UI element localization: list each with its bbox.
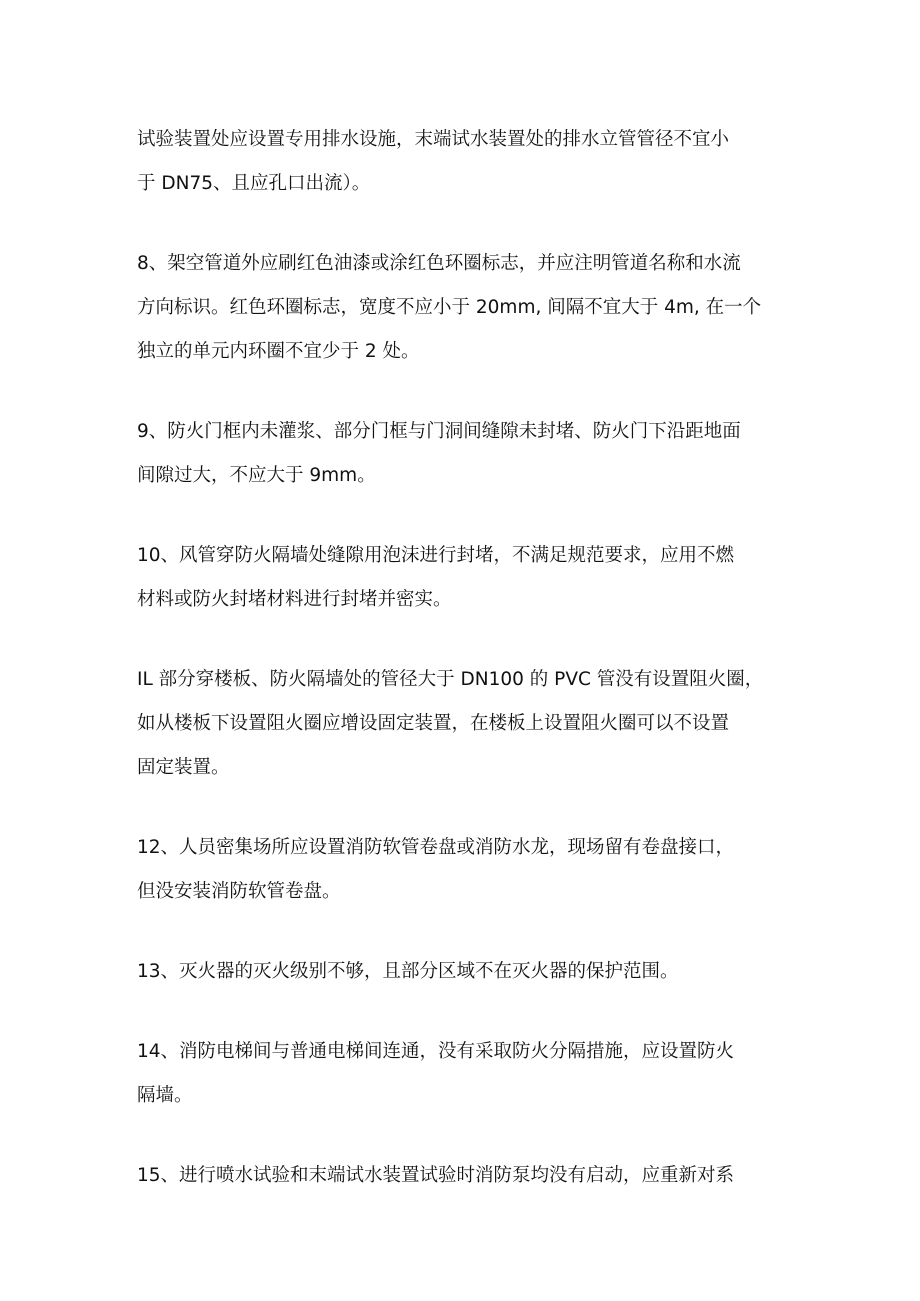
text-line: 15、进行喷水试验和末端试水装置试验时消防泵均没有启动，应重新对系: [137, 1165, 735, 1186]
text-line: 12、人员密集场所应设置消防软管卷盘或消防水龙，现场留有卷盘接口，: [137, 837, 735, 858]
paragraph-item-11: [137, 658, 797, 790]
paragraph-item-12: [137, 826, 797, 914]
text-line: 于 DN75、且应孔口出流）。: [137, 173, 371, 194]
text-line: 9、防火门框内未灌浆、部分门框与门洞间缝隙未封堵、防火门下沿距地面: [137, 421, 741, 442]
text-line: 隔墙。: [137, 1085, 193, 1106]
text-line: 如从楼板下设置阻火圈应增设固定装置，在楼板上设置阻火圈可以不设置: [137, 713, 730, 734]
text-line: 10、风管穿防火隔墙处缝隙用泡沫进行封堵，不满足规范要求，应用不燃: [137, 545, 735, 566]
text-line: 方向标识。红色环圈标志，宽度不应小于 20mm, 间隔不宜大于 4m, 在一个: [137, 297, 762, 318]
text-line: 但没安装消防软管卷盘。: [137, 881, 341, 902]
document-body: [137, 118, 797, 1234]
text-line: 固定装置。: [137, 757, 230, 778]
text-line: 14、消防电梯间与普通电梯间连通，没有采取防火分隔措施，应设置防火: [137, 1041, 735, 1062]
paragraph-item-9: [137, 410, 797, 498]
paragraph-item-15: [137, 1154, 797, 1198]
text-line: 间隙过大，不应大于 9mm。: [137, 465, 376, 486]
paragraph-item-13: [137, 950, 797, 994]
text-line: 试验装置处应设置专用排水设施，末端试水装置处的排水立管管径不宜小: [137, 129, 730, 150]
text-line: 8、架空管道外应刷红色油漆或涂红色环圈标志，并应注明管道名称和水流: [137, 253, 741, 274]
text-line: 独立的单元内环圈不宜少于 2 处。: [137, 341, 420, 362]
text-line: IL 部分穿楼板、防火隔墙处的管径大于 DN100 的 PVC 管没有设置阻火圈，: [137, 669, 764, 690]
paragraph-item-10: [137, 534, 797, 622]
text-line: 13、灭火器的灭火级别不够，且部分区域不在灭火器的保护范围。: [137, 961, 679, 982]
paragraph-drainage-continued: [137, 118, 797, 206]
paragraph-item-14: [137, 1030, 797, 1118]
paragraph-item-8: [137, 242, 797, 374]
text-line: 材料或防火封堵材料进行封堵并密实。: [137, 589, 452, 610]
